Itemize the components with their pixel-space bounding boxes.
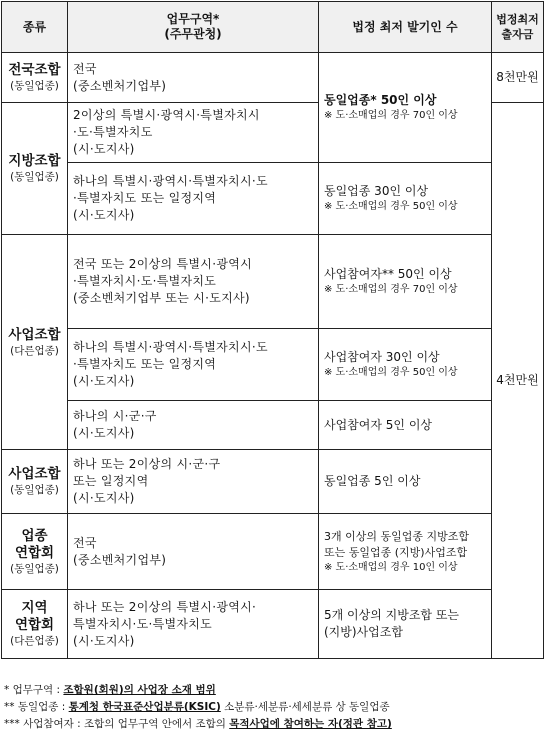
min-founders-cell: [319, 329, 492, 401]
min-main: 5개 이상의 지방조합 또는 (지방)사업조합: [324, 608, 459, 639]
min-note: ※ 도·소매업의 경우 50인 이상: [324, 367, 458, 378]
table-row: [2, 235, 544, 329]
capital-national: 8천만원: [492, 53, 544, 103]
area-cell: 하나 또는 2이상의 시·군·구 또는 일정지역 (시·도지사): [68, 450, 319, 514]
area-cell: 하나 또는 2이상의 특별시·광역시· 특별자치시·도·특별자치도 (시·도지사): [68, 590, 319, 659]
type-name: 전국조합: [8, 62, 61, 78]
min-main: 사업참여자 5인 이상: [324, 417, 433, 432]
min-founders-cell: [319, 53, 492, 163]
min-founders-cell: [319, 401, 492, 450]
table-row: [2, 401, 544, 450]
min-note: ※ 도·소매업의 경우 10인 이상: [324, 561, 458, 573]
type-sub: (다른업종): [10, 344, 59, 357]
min-main: 3개 이상의 동일업종 지방조합 또는 동일업종 (지방)사업조합: [324, 529, 469, 559]
area-cell: 전국 (중소벤처기업부): [68, 514, 319, 590]
type-name: 지역 연합회: [14, 600, 55, 633]
type-sub: (다른업종): [10, 635, 59, 647]
min-note: ※ 도·소매업의 경우 70인 이상: [324, 284, 458, 295]
min-main: 사업참여자** 50인 이상: [324, 267, 452, 281]
min-founders-cell: [319, 163, 492, 235]
capital-others: 4천만원: [492, 103, 544, 659]
footnote-mark: * 업무구역 :: [4, 684, 61, 696]
table-row: [2, 163, 544, 235]
footnote-industry: [4, 701, 390, 714]
area-cell: 하나의 시·군·구 (시·도지사): [68, 401, 319, 450]
type-national: [2, 53, 68, 103]
footnote-bold: 목적사업에 참여하는 자(정관 참고): [229, 718, 392, 730]
min-main: 사업참여자 30인 이상: [324, 350, 440, 364]
header-type: 종류: [2, 2, 68, 53]
type-sub: (동일업종): [10, 80, 59, 92]
header-row: [2, 2, 544, 53]
footnote-mark: *** 사업참여자 : 조합의 업무구역 안에서 조합의: [4, 718, 226, 730]
footnote-bold: 조합원(회원)의 사업장 소재 범위: [63, 684, 216, 696]
min-founders-cell: [319, 235, 492, 329]
table-row: [2, 450, 544, 514]
min-note: ※ 도·소매업의 경우 50인 이상: [324, 201, 458, 212]
footnote-area: [4, 684, 216, 697]
type-local: [2, 103, 68, 235]
area-cell: 전국 (중소벤처기업부): [68, 53, 319, 103]
area-cell: 하나의 특별시·광역시·특별자치시·도 ·특별자치도 또는 일정지역 (시·도지사): [68, 329, 319, 401]
type-industry-federation: [2, 514, 68, 590]
min-founders-cell: [319, 514, 492, 590]
area-cell: 전국 또는 2이상의 특별시·광역시 ·특별자치시·도·특별자치도 (중소벤처기업부 또는 시·도지사): [68, 235, 319, 329]
footnote-bold: 통계청 한국표준산업분류(KSIC): [68, 701, 221, 713]
type-sub: (동일업종): [10, 171, 59, 183]
type-name: 사업조합: [8, 466, 61, 482]
type-name: 사업조합: [8, 326, 61, 343]
header-area: 업무구역* (주무관청): [68, 2, 319, 53]
type-name: 업종 연합회: [14, 527, 55, 561]
cooperative-requirements-table: [1, 1, 544, 659]
header-min-founders: 법정 최저 발기인 수: [319, 2, 492, 53]
footnote-mark: ** 동일업종 :: [4, 701, 66, 713]
type-sub: (동일업종): [10, 484, 59, 496]
table-row: [2, 514, 544, 590]
min-main: 동일업종 30인 이상: [324, 184, 429, 198]
type-business-diff: [2, 235, 68, 450]
footnote-participant: [4, 718, 392, 731]
min-main: 동일업종 5인 이상: [324, 474, 421, 488]
type-regional-federation: [2, 590, 68, 659]
header-capital: 법정최저 출자금: [492, 2, 544, 53]
table-row: [2, 53, 544, 103]
footnote-rest: 소분류·세분류·세세분류 상 동일업종: [220, 701, 390, 713]
type-sub: (동일업종): [10, 562, 59, 575]
min-note: ※ 도·소매업의 경우 70인 이상: [324, 110, 458, 121]
area-cell: 2이상의 특별시·광역시·특별자치시 ·도·특별자치도 (시·도지사): [68, 103, 319, 163]
min-founders-cell: [319, 590, 492, 659]
min-main: 동일업종* 50인 이상: [324, 93, 437, 107]
type-business-same: [2, 450, 68, 514]
type-name: 지방조합: [8, 153, 61, 169]
area-cell: 하나의 특별시·광역시·특별자치시·도 ·특별자치도 또는 일정지역 (시·도지사): [68, 163, 319, 235]
table-row: [2, 329, 544, 401]
min-founders-cell: [319, 450, 492, 514]
table-row: [2, 590, 544, 659]
